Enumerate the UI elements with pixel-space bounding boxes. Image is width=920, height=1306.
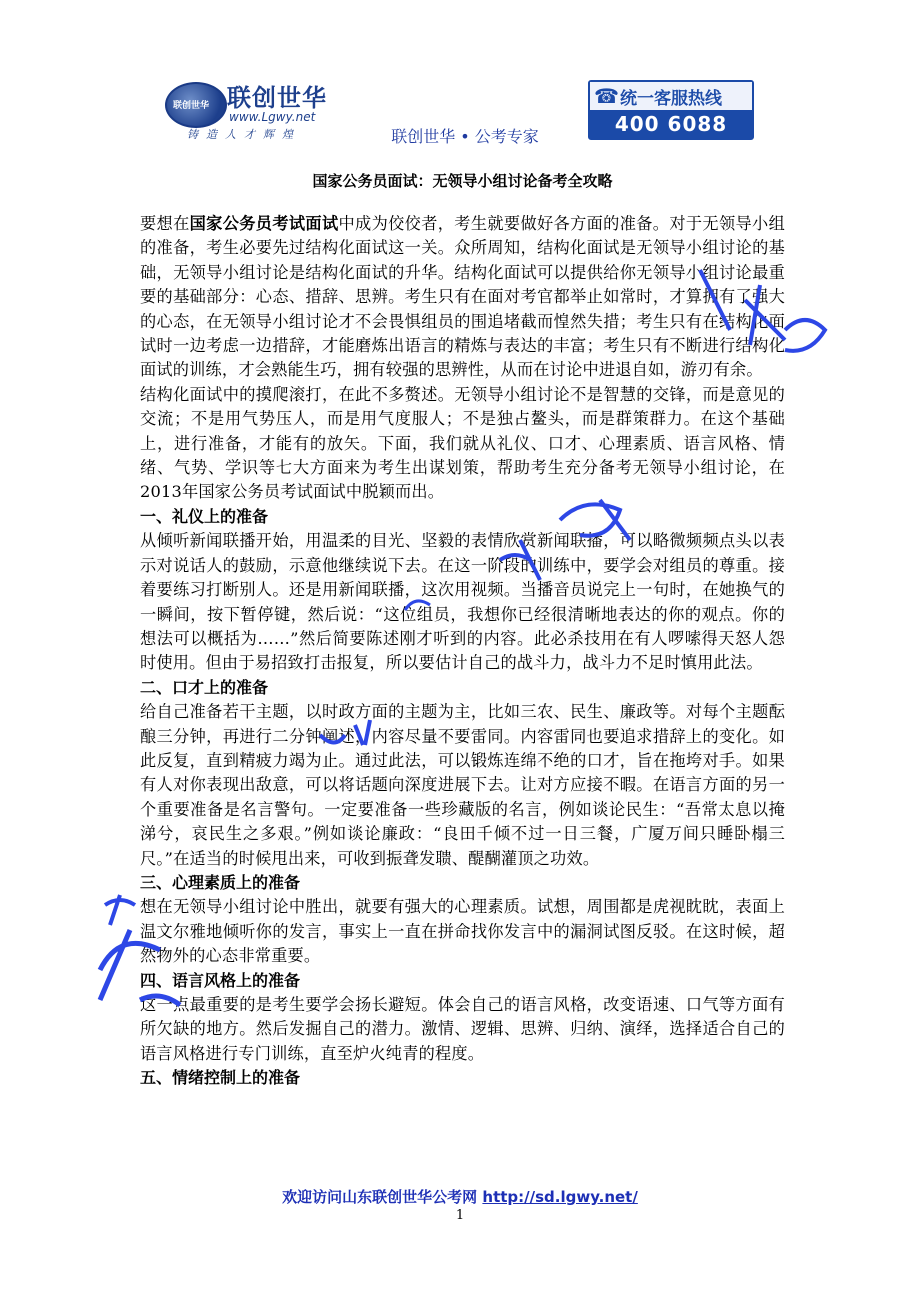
hotline-label: 统一客服热线 (620, 89, 722, 109)
section-heading-etiquette: 一、礼仪上的准备 (140, 506, 269, 526)
section-body-eloquence: 给自己准备若干主题，以时政方面的主题为主，比如三农、民生、廉政等。对每个主题酝酿三分钟，再进行二分钟阐述，内容尽量不要雷同。内容雷同也要追求措辞上的变化。如此反复，直到精疲力竭为止。通过此法，可以锻炼连绵不绝的口才，旨在拖垮对手。如果有人对你表现出敌意，可以将话题向深度进展下去。让对方应接不暇。在语言方面的另一个重要准备是名言警句。一定要准备一些珍藏版的名言，例如谈论民生：“吾常太息以掩涕兮，哀民生之多艰。”例如谈论廉政：“良田千倾不过一日三餐，广厦万间只睡卧榻三尺。”在适当的时候甩出来，可收到振聋发聩、醍醐灌顶之功效。 (140, 702, 785, 868)
intro-before: 要想在 (140, 214, 190, 233)
page-number: 1 (455, 1208, 465, 1223)
phone-icon: ☎ (594, 84, 619, 108)
logo-name: 联创世华 (227, 84, 327, 112)
footer-text: 欢迎访问山东联创世华公考网 (282, 1188, 478, 1206)
document-body (140, 170, 785, 1091)
hotline-number: 400 6088 636 (590, 110, 752, 138)
section-body-psychology: 想在无领导小组讨论中胜出，就要有强大的心理素质。试想，周围都是虎视眈眈，表面上温文尔雅地倾听你的发言，事实上一直在拼命找你发言中的漏洞试图反驳。在这时候，超然物外的心态非常重要。 (140, 897, 785, 966)
logo-globe-text: 联创世华 (173, 101, 210, 111)
section-heading-psychology: 三、心理素质上的准备 (140, 872, 301, 892)
section-body-language-style: 这一点最重要的是考生要学会扬长避短。体会自己的语言风格，改变语速、口气等方面有所欠缺的地方。然后发掘自己的潜力。激情、逻辑、思辨、归纳、演绎，选择适合自己的语言风格进行专门训练，直至炉火纯青的程度。 (140, 995, 785, 1063)
footer-link[interactable]: http://sd.lgwy.net/ (482, 1188, 638, 1206)
section-heading-language-style: 四、语言风格上的准备 (140, 970, 301, 990)
logo-slogan: 铸造人才辉煌 (187, 128, 301, 141)
document-title: 国家公务员面试：无领导小组讨论备考全攻略 (312, 172, 613, 190)
section-heading-eloquence: 二、口才上的准备 (140, 677, 269, 697)
hotline-box (588, 80, 754, 164)
header-tagline: 联创世华 • 公考专家 (391, 127, 539, 146)
hotline-label-bar (590, 82, 752, 111)
logo-url: www.Lgwy.net (229, 110, 316, 124)
company-logo (165, 78, 335, 142)
page-header (0, 0, 920, 164)
second-paragraph: 结构化面试中的摸爬滚打，在此不多赘述。无领导小组讨论不是智慧的交锋，而是意见的交流；不是用气势压人，而是用气度服人；不是独占鳌头，而是群策群力。在这个基础上，进行准备，才能有的放矢。下面，我们就从礼仪、口才、心理素质、语言风格、情绪、气势、学识等七大方面来为考生出谋划策，帮助考生充分备考无领导小组讨论，在2013年国家公务员考试面试中脱颖而出。 (140, 384, 785, 502)
page-footer (0, 1186, 920, 1207)
globe-logo-icon (165, 82, 227, 128)
intro-paragraph (140, 212, 785, 383)
section-heading-emotion: 五、情绪控制上的准备 (140, 1068, 301, 1088)
section-body-etiquette: 从倾听新闻联播开始，用温柔的目光、坚毅的表情欣赏新闻联播，可以略微频频点头以表示对说话人的鼓励，示意他继续说下去。在这一阶段的训练中，要学会对组员的尊重。接着要练习打断别人。还是用新闻联播，这次用视频。当播音员说完上一句时，在她换气的一瞬间，按下暂停键，然后说：“这位组员，我想你已经很清晰地表达的你的观点。你的想法可以概括为……”然后简要陈述刚才听到的内容。此必杀技用在有人啰嗦得天怒人怨时使用。但由于易招致打击报复，所以要估计自己的战斗力，战斗力不足时慎用此法。 (140, 531, 785, 673)
intro-keyword: 国家公务员考试面试 (189, 214, 339, 233)
intro-after: 中成为佼佼者，考生就要做好各方面的准备。对于无领导小组的准备，考生必要先过结构化面试这一关。众所周知，结构化面试是无领导小组讨论的基础，无领导小组讨论是结构化面试的升华。结构化面试可以提供给你无领导小组讨论最重要的基础部分：心态、措辞、思辨。考生只有在面对考官都举止如常时，才算拥有了强大的心态，在无领导小组讨论才不会畏惧组员的围追堵截而惶然失措；考生只有在结构化面试时一边考虑一边措辞，才能磨炼出语言的精炼与表达的丰富；考生只有不断进行结构化面试的训练，才会熟能生巧，拥有较强的思辨性，从而在讨论中进退自如，游刃有余。 (140, 214, 785, 380)
